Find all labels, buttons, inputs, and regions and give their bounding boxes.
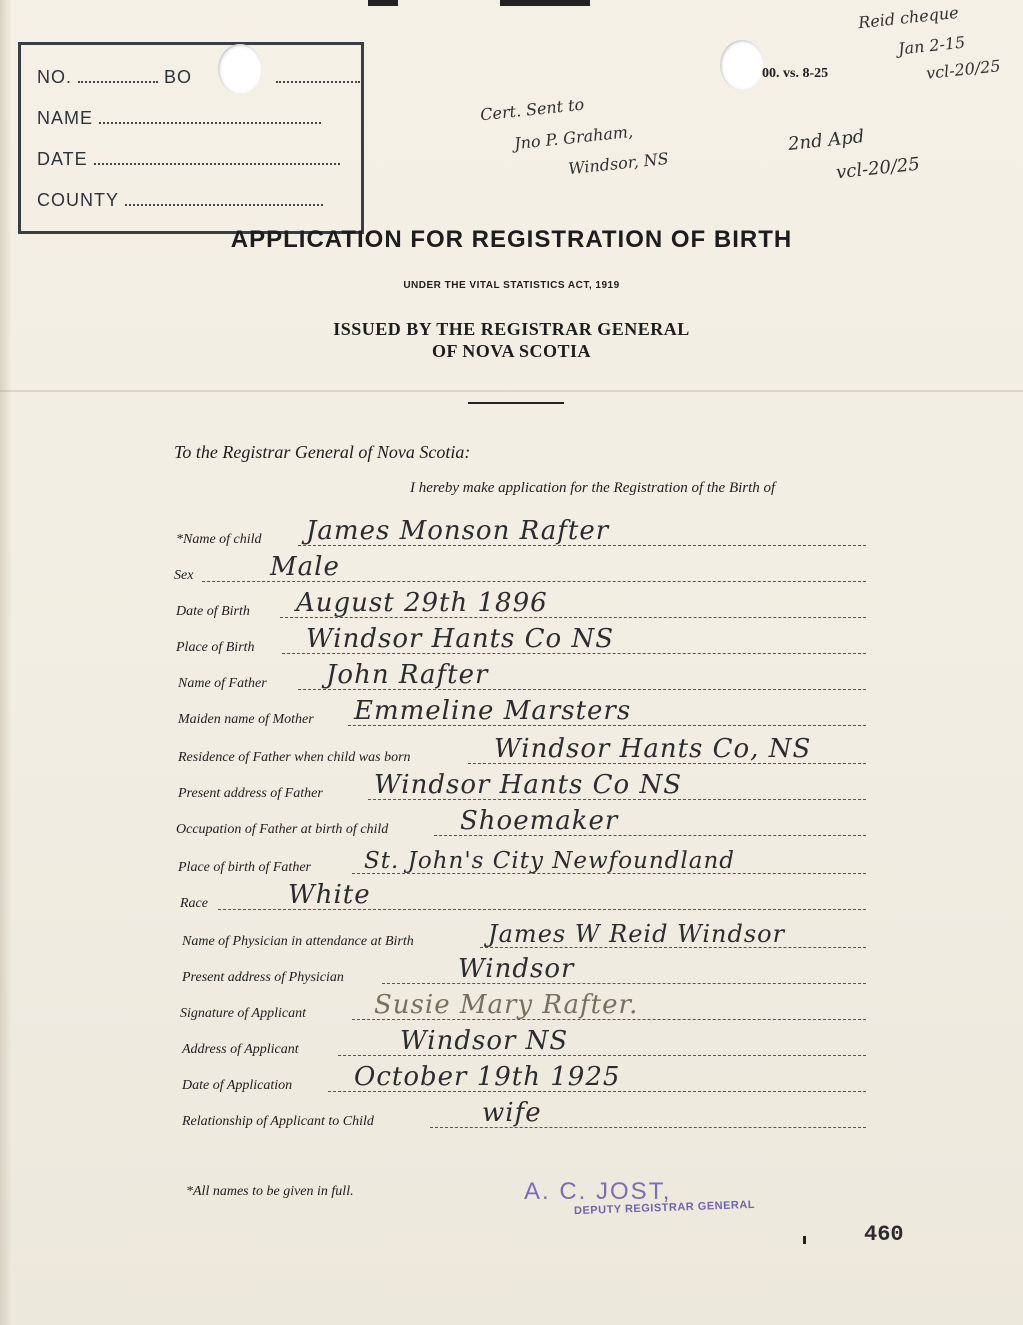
stamp-no-label: NO. (37, 67, 73, 87)
stamp-row-county (37, 190, 323, 211)
field-value: White (288, 880, 371, 910)
field-label: Place of Birth (176, 640, 255, 655)
field-label: Place of birth of Father (178, 860, 311, 875)
field-value: Susie Mary Rafter. (374, 990, 639, 1020)
annotation-top-right-1: Reid cheque (857, 2, 960, 33)
stamp-row-date (37, 149, 340, 170)
top-edge-mark (368, 0, 398, 6)
field-race (180, 880, 866, 914)
field-value: St. John's City Newfoundland (364, 848, 735, 874)
field-maiden-name-of-mother (178, 696, 866, 730)
stamp-dots (99, 110, 321, 124)
field-present-address-of-physician (182, 954, 866, 988)
field-value: Windsor Hants Co NS (306, 624, 615, 654)
field-label: *Name of child (176, 532, 262, 547)
form-number: 00. vs. 8-25 (762, 66, 829, 81)
annotation-right-2: vcl-20/25 (835, 153, 921, 184)
field-date-of-application (182, 1062, 866, 1096)
field-name-of-physician (182, 920, 866, 952)
form-title: APPLICATION FOR REGISTRATION OF BIRTH (230, 226, 793, 253)
field-relationship-of-applicant (182, 1098, 866, 1132)
annotation-right-1: 2nd Apd (787, 126, 866, 155)
field-label: Sex (174, 568, 194, 583)
field-label: Date of Application (182, 1078, 293, 1093)
sheet-number: 460 (864, 1222, 904, 1247)
field-value: John Rafter (326, 660, 489, 690)
salutation: To the Registrar General of Nova Scotia: (174, 442, 471, 462)
field-value: October 19th 1925 (354, 1062, 621, 1092)
field-value: Shoemaker (460, 806, 619, 836)
form-subtitle: UNDER THE VITAL STATISTICS ACT, 1919 (403, 280, 620, 291)
field-place-of-birth-of-father (178, 850, 866, 878)
field-address-of-applicant (182, 1026, 866, 1060)
field-name-of-child (176, 516, 866, 550)
field-label: Present address of Physician (182, 970, 344, 985)
punch-hole (720, 40, 764, 90)
field-value: Windsor Hants Co, NS (494, 734, 812, 764)
official-stamp-name: A. C. JOST, (524, 1178, 672, 1205)
stamp-dots (94, 151, 340, 165)
field-label: Occupation of Father at birth of child (176, 822, 389, 837)
field-leader (382, 983, 866, 984)
field-value: Windsor (458, 954, 575, 984)
field-label: Address of Applicant (182, 1042, 299, 1057)
field-value: Windsor NS (400, 1026, 569, 1056)
field-value: Emmeline Marsters (354, 696, 632, 726)
annotation-center-3: Windsor, NS (567, 148, 670, 179)
annotation-center-2: Jno P. Graham, (513, 121, 634, 154)
annotation-top-right-3: vcl-20/25 (925, 56, 1002, 83)
field-value: Windsor Hants Co NS (374, 770, 683, 800)
margin-mark (803, 1236, 806, 1244)
field-sex (174, 552, 866, 586)
field-label: Residence of Father when child was born (178, 750, 411, 765)
file-stamp-box (18, 42, 364, 234)
top-edge-mark (500, 0, 590, 6)
stamp-dots (276, 69, 360, 83)
stamp-dots (78, 69, 158, 83)
paper-edge-shadow (0, 0, 12, 1325)
field-name-of-father (178, 660, 866, 694)
footnote: *All names to be given in full. (186, 1184, 354, 1199)
stamp-county-label: COUNTY (37, 190, 119, 210)
issuer-block (0, 318, 1023, 362)
field-value: Male (270, 552, 340, 582)
field-label: Name of Father (178, 676, 267, 691)
stamp-date-label: DATE (37, 149, 88, 169)
stamp-book-label: BO (164, 67, 193, 87)
stamp-row-name (37, 108, 321, 129)
annotation-top-right-2: Jan 2-15 (897, 32, 967, 59)
field-value: James W Reid Windsor (488, 920, 786, 948)
paper-fold-line (0, 390, 1023, 392)
field-label: Race (180, 896, 208, 911)
stamp-name-label: NAME (37, 108, 94, 128)
field-label: Date of Birth (176, 604, 250, 619)
field-label: Maiden name of Mother (178, 712, 314, 727)
field-place-of-birth (176, 624, 866, 658)
field-label: Present address of Father (178, 786, 323, 801)
stamp-dots (125, 192, 323, 206)
field-signature-of-applicant (180, 990, 866, 1024)
issuer-line-2: OF NOVA SCOTIA (431, 341, 592, 361)
stamp-row-no (37, 67, 360, 88)
field-residence-of-father (178, 734, 866, 768)
field-present-address-of-father (178, 770, 866, 804)
field-label: Relationship of Applicant to Child (182, 1114, 374, 1129)
punch-hole (218, 44, 262, 94)
annotation-center-1: Cert. Sent to (479, 94, 585, 125)
official-stamp-title: DEPUTY REGISTRAR GENERAL (573, 1198, 756, 1218)
title-divider (468, 402, 564, 404)
field-value: wife (482, 1098, 542, 1128)
issuer-line-1: ISSUED BY THE REGISTRAR GENERAL (333, 319, 690, 339)
declaration: I hereby make application for the Registration of the Birth of (410, 480, 776, 496)
field-value: James Monson Rafter (306, 516, 610, 546)
field-label: Name of Physician in attendance at Birth (182, 934, 414, 949)
field-occupation-of-father (176, 806, 866, 840)
field-label: Signature of Applicant (180, 1006, 306, 1021)
field-value: August 29th 1896 (296, 588, 548, 618)
field-date-of-birth (176, 588, 866, 622)
